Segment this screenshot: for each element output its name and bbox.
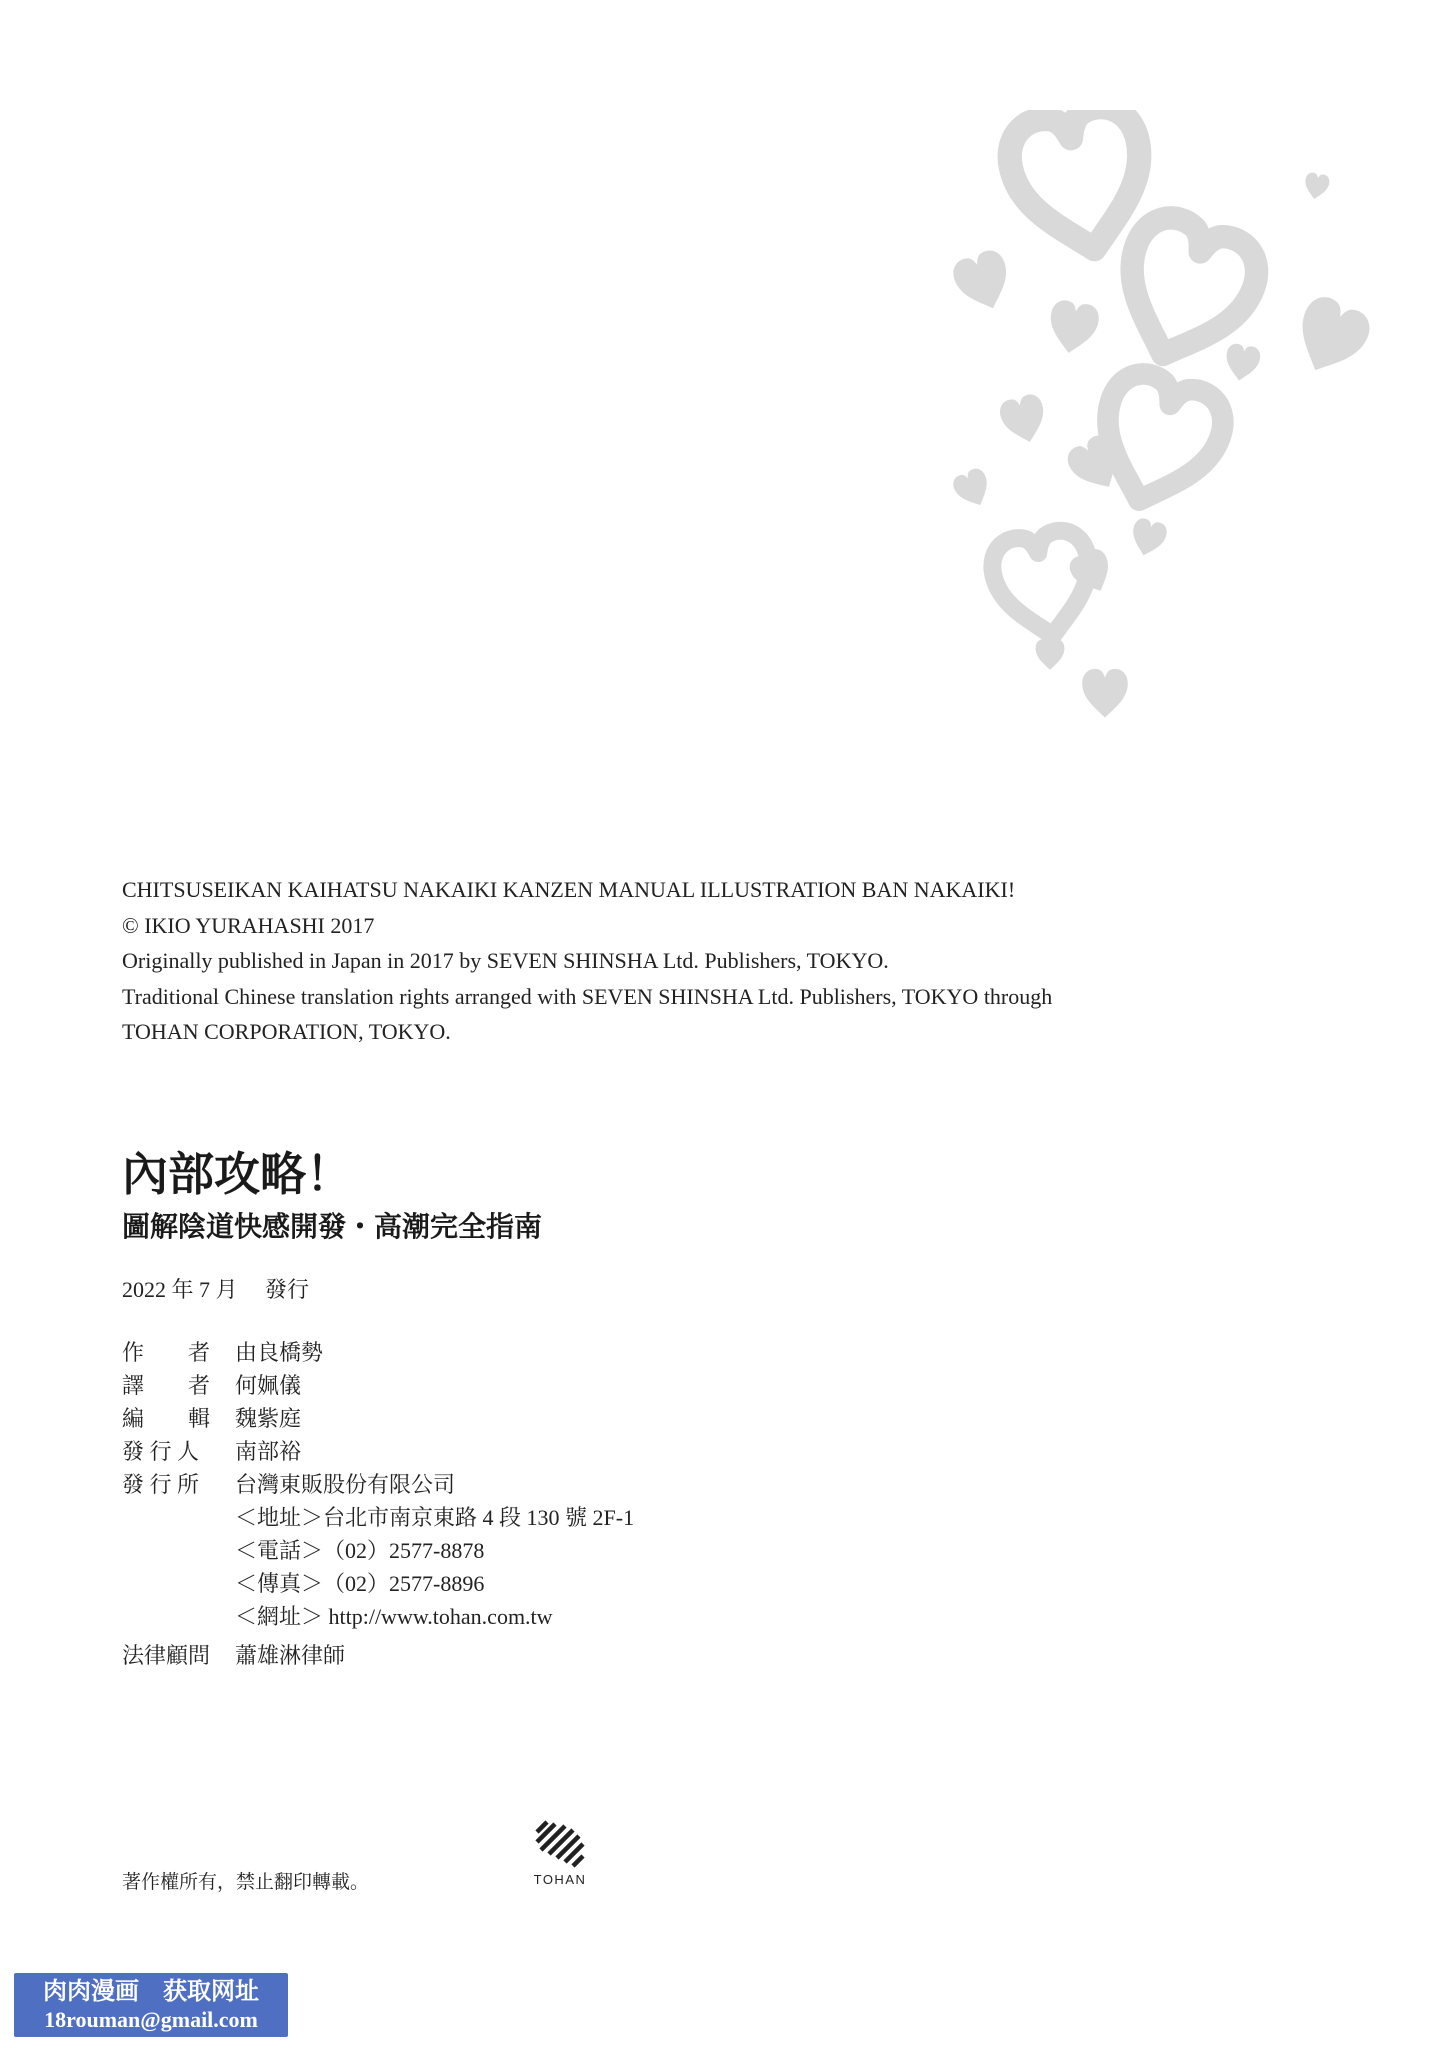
publisher-website: ＜網址＞ http://www.tohan.com.tw (235, 1604, 553, 1629)
legal-name: 蕭雄淋律師 (235, 1643, 346, 1668)
copyright-line: © IKIO YURAHASHI 2017 (122, 912, 375, 938)
watermark-line-2: 18rouman@gmail.com (44, 2007, 258, 2032)
author-label: 作 者 (122, 1340, 211, 1365)
editor-row (122, 1402, 634, 1435)
publisher-person-name: 南部裕 (235, 1439, 302, 1464)
credits-block (122, 1336, 634, 1672)
copyright-line: Traditional Chinese translation rights arranged with SEVEN SHINSHA Ltd. Publishers, TOKYO through (122, 983, 1053, 1009)
publisher-label: 發 行 所 (122, 1472, 200, 1497)
watermark-line-1: 肉肉漫画 获取网址 (43, 1977, 259, 2005)
editor-name: 魏紫庭 (235, 1406, 302, 1431)
publisher-person-row (122, 1435, 634, 1468)
legal-row (122, 1639, 634, 1672)
book-title: 內部攻略！ (122, 1147, 352, 1201)
legal-label: 法律顧問 (122, 1643, 211, 1668)
release-date: 2022 年 7 月 發行 (122, 1277, 310, 1302)
copyright-line: CHITSUSEIKAN KAIHATSU NAKAIKI KANZEN MANUAL ILLUSTRATION BAN NAKAIKI! (122, 877, 1016, 902)
tohan-logo (525, 1820, 595, 1887)
publisher-phone: ＜電話＞（02）2577-8878 (235, 1538, 485, 1563)
hearts-decoration (930, 110, 1370, 740)
copyright-line: TOHAN CORPORATION, TOKYO. (122, 1019, 451, 1044)
copyright-notice (122, 872, 1242, 1050)
publisher-address: ＜地址＞台北市南京東路 4 段 130 號 2F-1 (235, 1505, 635, 1530)
publisher-row (122, 1468, 634, 1501)
copyright-line: Originally published in Japan in 2017 by SEVEN SHINSHA Ltd. Publishers, TOKYO. (122, 948, 889, 973)
editor-label: 編 輯 (122, 1406, 211, 1431)
translator-row (122, 1369, 634, 1402)
publisher-person-label: 發 行 人 (122, 1439, 200, 1464)
watermark-banner (14, 1973, 288, 2037)
author-name: 由良橋勢 (235, 1340, 324, 1365)
book-subtitle: 圖解陰道快感開發・高潮完全指南 (122, 1210, 543, 1243)
publisher-fax: ＜傳真＞（02）2577-8896 (235, 1571, 485, 1596)
translator-name: 何姵儀 (235, 1373, 302, 1398)
translator-label: 譯 者 (122, 1373, 211, 1398)
rights-notice: 著作權所有，禁止翻印轉載。 (122, 1872, 370, 1893)
tohan-logo-text: TOHAN (533, 1872, 587, 1887)
author-row (122, 1336, 634, 1369)
publisher-name: 台灣東販股份有限公司 (235, 1472, 456, 1497)
tohan-logo-icon (533, 1820, 587, 1870)
